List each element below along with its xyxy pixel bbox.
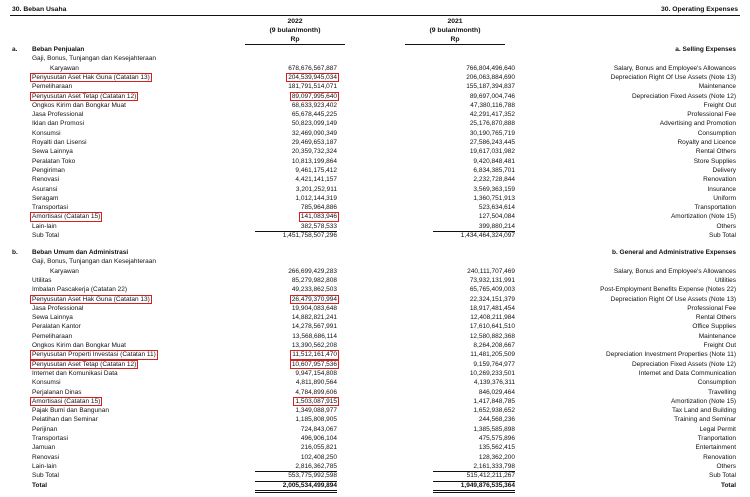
highlight-box-label [30,397,102,406]
row-label-id: Jamuan [32,444,56,452]
row-value-2022: 10,813,199,864 [291,157,337,165]
highlight-box-label [30,350,158,359]
row-label-en: Professional Fee [687,304,736,312]
row-value-2021: 135,562,415 [478,444,515,452]
total-rule [255,481,337,482]
highlight-box-label [30,73,152,82]
subtotal-rule [255,471,337,472]
row-label-id: Pengiriman [32,166,65,174]
row-value-2021: 25,176,870,888 [469,120,515,128]
row-label-en: Depreciation Right Of Use Assets (Note 13) [610,73,736,81]
row-label-id: Ongkos Kirim dan Bongkar Muat [32,101,126,109]
row-value-2022: 181,791,514,071 [288,83,337,91]
row-label-en: Renovation [703,453,736,461]
row-value-2022: 204,539,945,034 [288,73,337,81]
row-label-en: Utilities [715,276,736,284]
column-unit-2021: Rp [405,35,505,45]
row-label-id: Gaji, Bonus, Tunjangan dan Kesejahteraan [32,55,156,63]
table-row [0,138,750,147]
row-value-2022: 2,816,362,785 [295,462,337,470]
table-row [0,231,750,240]
row-label-id: Pemeliharaan [32,83,73,91]
table-row [0,443,750,452]
row-label-en: Consumption [697,129,736,137]
row-value-2022: 89,097,995,640 [291,92,337,100]
row-label-id: Konsumsi [32,379,61,387]
highlight-box-label [30,212,102,221]
row-label-en: Tranportation [697,435,736,442]
row-value-2021: 47,380,116,788 [470,101,515,109]
row-value-2022: 2,005,534,499,894 [282,481,337,489]
highlight-box-value [290,350,339,359]
row-label-id: Sewa Lainnya [32,314,73,322]
table-row [0,185,750,194]
row-label-id: Sewa Lainnya [32,148,73,156]
column-period-2022: (9 bulan/month) [269,27,321,34]
row-value-2022: 9,947,154,808 [295,369,337,377]
row-label-en: Entertainment [695,444,736,452]
table-row [0,462,750,471]
subtotal-rule [433,471,515,472]
row-label-id: Internet dan Komunikasi Data [32,369,118,377]
table-row [0,222,750,231]
section-letter: a. [12,46,18,53]
table-row [0,203,750,212]
row-label-id: Amortisasi (Catatan 15) [32,397,101,405]
row-value-2021: 515,412,211,267 [466,472,515,480]
column-header-2022 [245,17,345,45]
row-label-en: Post-Employment Benefits Expense (Notes 22) [600,286,736,294]
row-label-id: Transportasi [32,204,68,212]
row-value-2022: 496,906,104 [300,435,337,442]
row-value-2021: 523,634,614 [478,204,515,212]
table-row [0,64,750,73]
row-value-2021: 6,834,385,701 [473,166,515,174]
row-label-en: Freight Out [703,101,736,109]
row-label-en: Renovation [703,176,736,184]
row-label-en: Advertising and Promotion [659,120,736,128]
row-label-id: Lain-lain [32,462,57,470]
row-label-en: Rental Others [695,314,736,322]
highlight-box-value [290,295,339,304]
highlight-box-value [293,397,339,406]
row-value-2021: 18,917,481,454 [469,304,515,312]
row-value-2021: 128,362,200 [478,453,515,461]
section-letter: b. [12,249,18,256]
row-value-2021: 9,159,764,977 [473,360,515,368]
table-row [0,332,750,341]
row-label-id: Perijinan [32,425,58,433]
row-value-2021: 766,804,496,640 [466,64,515,72]
table-row [0,276,750,285]
table-row [0,341,750,350]
subtotal-rule [433,231,515,232]
row-value-2022: 65,678,445,225 [291,111,337,119]
row-value-2021: 12,580,882,368 [469,332,515,340]
row-label-id: Pajak Bumi dan Bangunan [32,407,109,415]
row-label-en: Transportation [694,204,736,212]
row-value-2021: 1,652,938,652 [473,407,515,415]
section-header-general [0,248,750,257]
row-value-2021: 89,697,004,746 [469,92,515,100]
row-value-2022: 382,578,533 [300,222,337,230]
row-value-2022: 10,607,957,536 [291,360,337,368]
row-label-id: Asuransi [32,185,58,193]
highlight-box-value [290,360,339,369]
row-value-2021: 399,880,214 [478,222,515,230]
row-label-en: Amortization (Note 15) [670,213,736,221]
row-label-id: Lain-lain [32,222,57,230]
row-label-en: Depreciation Right Of Use Assets (Note 13) [610,295,736,303]
row-value-2022: 266,699,429,283 [288,267,337,275]
table-row [0,285,750,294]
row-label-id: Sub Total [32,472,59,480]
row-value-2022: 4,784,899,606 [295,388,337,396]
row-label-en: Office Supplies [692,323,736,331]
row-value-2021: 1,949,876,535,364 [460,481,515,489]
table-row [0,175,750,184]
row-label-id: Penyusutan Aset Tetap (Catatan 12) [32,360,137,368]
row-value-2021: 8,264,208,667 [473,342,515,349]
row-value-2022: 678,676,567,887 [288,64,337,72]
row-label-en: Others [716,222,736,230]
row-value-2022: 4,811,890,564 [295,379,337,387]
row-value-2021: 1,385,585,898 [473,425,515,433]
row-value-2022: 1,451,758,507,296 [282,232,337,239]
table-row [0,415,750,424]
table-row [0,157,750,166]
row-label-en: Legal Permit [699,425,736,433]
row-label-id: Penyusutan Properti Investasi (Catatan 11) [32,351,156,359]
row-value-2021: 19,617,031,982 [469,148,515,156]
total-rule [433,490,515,491]
row-label-en: Store Supplies [693,157,736,165]
row-label-en: Delivery [712,166,736,174]
section-title-en: b. General and Administrative Expenses [611,249,736,256]
row-value-2021: 4,139,376,311 [473,379,515,387]
section-title-id: Beban Umum dan Administrasi [32,249,129,256]
row-label-id: Seragam [32,194,59,202]
row-label-en: Amortization (Note 15) [670,397,736,405]
row-label-id: Utilitas [32,276,52,284]
row-value-2022: 32,469,090,349 [291,129,337,137]
row-value-2021: 27,586,243,445 [469,139,515,146]
row-label-en: Salary, Bonus and Employee's Allowances [613,267,736,275]
table-row [0,82,750,91]
row-label-en: Freight Out [703,342,736,349]
table-row [0,129,750,138]
note-title-id: 30. Beban Usaha [12,6,67,13]
row-label-id: Jasa Professional [32,111,84,119]
row-value-2022: 85,279,982,808 [291,276,337,284]
row-value-2022: 553,775,992,598 [288,472,337,480]
row-value-2021: 127,504,084 [478,213,515,221]
table-row [0,313,750,322]
highlight-box-label [30,295,152,304]
row-label-id: Renovasi [32,176,60,184]
row-label-id: Karyawan [50,64,79,72]
row-value-2022: 14,882,821,241 [291,314,337,322]
table-row [0,434,750,443]
table-row [0,194,750,203]
row-value-2021: 22,324,151,379 [469,295,515,303]
table-row [0,212,750,221]
row-label-en: Royalty and Licence [677,139,736,146]
row-label-id: Amortisasi (Catatan 15) [32,213,101,221]
row-value-2022: 11,512,161,470 [292,351,337,359]
column-year-2022: 2022 [287,18,303,25]
row-label-en: Training and Seminar [674,416,736,424]
row-value-2021: 11,481,205,509 [470,351,515,359]
row-value-2022: 724,843,067 [300,425,337,433]
row-label-id: Gaji, Bonus, Tunjangan dan Kesejahteraan [32,258,156,266]
row-value-2022: 216,055,821 [300,444,337,452]
table-row [0,110,750,119]
row-value-2022: 13,568,686,114 [292,332,337,340]
row-label-en: Total [720,481,736,489]
row-value-2021: 240,111,707,469 [467,267,515,275]
section-header-selling [0,45,750,54]
highlight-box-label [30,92,138,101]
row-label-en: Rental Others [695,148,736,156]
column-header-2021 [405,17,505,45]
row-label-en: Consumption [697,379,736,387]
row-value-2021: 10,269,233,501 [469,369,515,377]
row-label-id: Jasa Professional [32,304,84,312]
row-value-2021: 846,029,464 [478,388,515,396]
row-value-2022: 1,503,087,915 [295,397,337,405]
row-label-id: Peralatan Kantor [32,323,81,331]
row-label-en: Others [716,462,736,470]
row-label-en: Maintenance [698,332,736,340]
table-row [0,406,750,415]
row-label-id: Transportasi [32,435,68,442]
column-year-2021: 2021 [447,18,463,25]
row-label-en: Sub Total [709,472,736,480]
row-value-2021: 3,569,363,159 [473,185,515,193]
total-rule [433,481,515,482]
table-row [0,166,750,175]
total-rule [255,492,337,493]
table-row [0,54,750,63]
row-label-id: Penyusutan Aset Hak Guna (Catatan 13) [32,73,150,81]
row-value-2021: 65,765,409,003 [469,286,515,294]
row-value-2021: 2,232,728,844 [473,176,515,184]
table-row [0,257,750,266]
row-label-en: Depreciation Fixed Assets (Note 12) [631,92,736,100]
row-value-2022: 19,904,083,648 [291,304,337,312]
column-period-2021: (9 bulan/month) [429,27,481,34]
row-value-2021: 42,291,417,352 [469,111,515,119]
row-value-2022: 68,633,923,402 [291,101,337,109]
table-row [0,119,750,128]
row-value-2022: 13,390,562,208 [291,342,337,349]
table-row [0,453,750,462]
table-row [0,101,750,110]
row-label-en: Salary, Bonus and Employee's Allowances [613,64,736,72]
row-value-2022: 1,012,144,319 [295,194,337,202]
row-label-id: Total [32,481,48,489]
subtotal-rule [255,231,337,232]
row-label-id: Penyusutan Aset Tetap (Catatan 12) [32,92,137,100]
row-value-2021: 30,190,765,719 [469,129,515,137]
table-row [0,471,750,480]
column-unit-2022: Rp [245,35,345,45]
row-value-2021: 12,408,211,984 [470,314,515,322]
row-label-en: Professional Fee [687,111,736,119]
row-label-en: Sub Total [709,232,736,239]
row-value-2021: 244,568,236 [478,416,515,424]
section-title-en: a. Selling Expenses [675,46,736,53]
row-value-2022: 26,479,370,994 [291,295,337,303]
row-value-2022: 3,201,252,911 [295,185,337,193]
table-row [0,147,750,156]
row-value-2022: 14,278,567,991 [291,323,337,331]
row-label-id: Iklan dan Promosi [32,120,85,128]
row-label-id: Perjalanan Dinas [32,388,82,396]
highlight-box-value [299,212,339,221]
row-label-id: Pemeliharaan [32,332,73,340]
table-row [0,378,750,387]
row-label-id: Peralatan Toko [32,157,76,165]
row-label-en: Internet and Data Communication [638,369,736,377]
row-value-2022: 49,233,862,503 [291,286,337,294]
row-value-2021: 2,161,333,798 [473,462,515,470]
table-row [0,304,750,313]
row-value-2021: 1,434,464,324,097 [460,232,515,239]
total-rule [255,490,337,491]
row-label-en: Uniform [713,194,736,202]
row-value-2022: 785,964,886 [300,204,337,212]
row-label-en: Tax Land and Building [672,407,736,415]
table-row [0,425,750,434]
row-value-2021: 73,932,131,991 [469,276,515,284]
row-value-2021: 1,417,848,785 [473,397,515,405]
row-value-2022: 50,823,099,149 [291,120,337,128]
highlight-box-value [286,73,339,82]
row-label-id: Sub Total [32,232,59,239]
row-value-2022: 29,469,653,187 [291,139,337,146]
row-label-en: Depreciation Fixed Assets (Note 12) [631,360,736,368]
row-value-2022: 102,408,250 [300,453,337,461]
row-label-id: Karyawan [50,267,79,275]
row-value-2022: 9,461,175,412 [295,166,337,174]
row-value-2022: 4,421,141,157 [295,176,337,184]
table-row [0,369,750,378]
row-value-2021: 475,575,896 [478,435,515,442]
row-label-en: Maintenance [698,83,736,91]
row-value-2021: 155,187,394,837 [466,83,515,91]
note-title-en: 30. Operating Expenses [660,6,738,13]
row-value-2021: 1,360,751,913 [473,194,515,202]
row-value-2022: 1,185,808,905 [295,416,337,424]
row-label-en: Travelling [708,388,736,396]
row-value-2021: 9,420,848,481 [473,157,515,165]
table-row [0,397,750,406]
highlight-box-value [290,92,339,101]
highlight-box-label [30,360,138,369]
total-rule [433,492,515,493]
row-label-id: Pelatihan dan Seminar [32,416,98,424]
table-row [0,322,750,331]
row-label-id: Ongkos Kirim dan Bongkar Muat [32,342,126,349]
table-row [0,481,750,490]
row-value-2021: 17,610,641,510 [469,323,515,331]
row-label-en: Insurance [707,185,736,193]
row-value-2022: 1,349,088,977 [295,407,337,415]
header-divider [10,15,740,16]
row-label-en: Depreciation Investment Properties (Note 11) [606,351,736,359]
row-label-id: Renovasi [32,453,60,461]
table-row [0,388,750,397]
table-row [0,267,750,276]
section-title-id: Beban Penjualan [32,46,85,53]
row-label-id: Penyusutan Aset Hak Guna (Catatan 13) [32,295,150,303]
row-label-id: Royalti dan Lisensi [32,139,87,146]
row-value-2022: 20,359,732,324 [291,148,337,156]
row-value-2021: 206,063,884,690 [466,73,515,81]
row-value-2022: 141,083,946 [300,213,337,221]
row-label-id: Konsumsi [32,129,61,137]
row-label-id: Imbalan Pascakerja (Catatan 22) [32,286,128,294]
